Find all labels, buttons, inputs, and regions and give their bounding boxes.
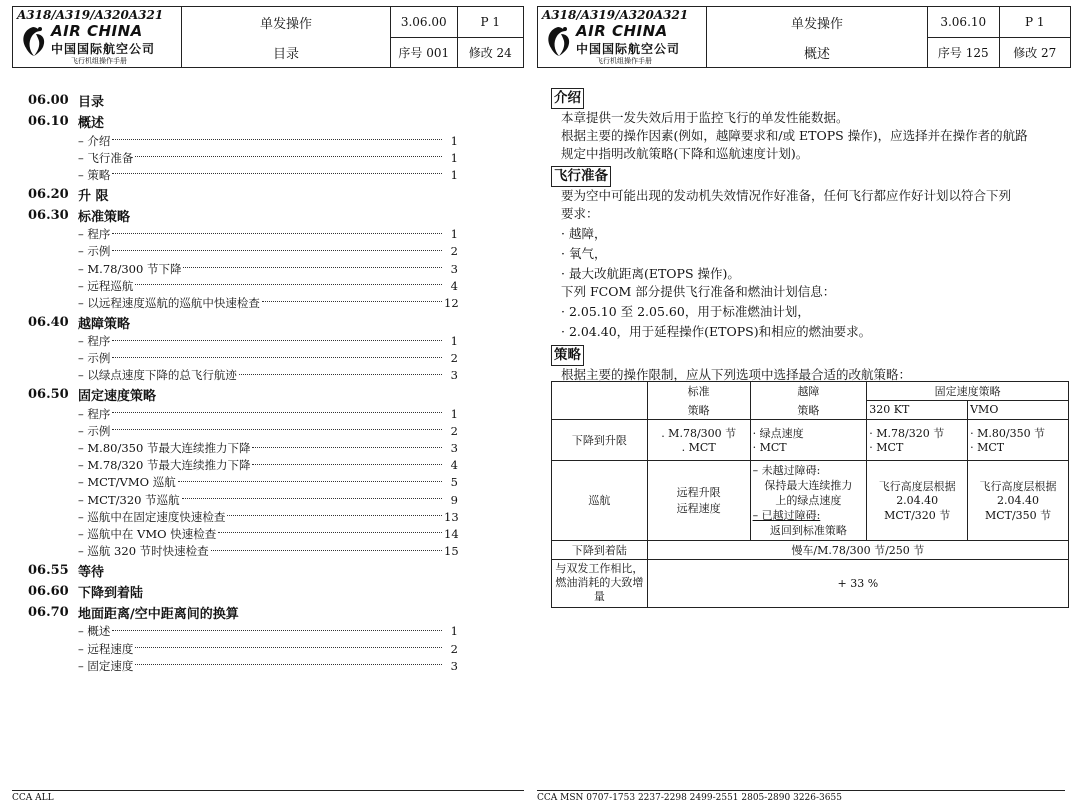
toc-item-label: – M.80/350 节最大连续推力下降 [78, 441, 251, 456]
left-header [12, 6, 524, 68]
toc-item [28, 405, 458, 422]
strategy-heading: 策略 [551, 345, 584, 366]
col-header-320kt: 320 KT [867, 401, 968, 420]
brand-name-cn: 中国国际航空公司 [576, 42, 681, 56]
toc-item-label: – 示例 [78, 351, 111, 366]
toc-item-page: 1 [450, 406, 458, 421]
prep-paragraph-1a: 要为空中可能出现的发动机失效情况作好准备，任何飞行都应作好计划以符合下列 [561, 188, 1012, 203]
brand-name: AIR CHINA [576, 22, 668, 40]
aircraft-models: A318/A319/A320A321 [17, 8, 164, 22]
toc-leader-dots [239, 373, 442, 375]
cell-line: 上的绿点速度 [775, 493, 842, 507]
toc-leader-dots [112, 411, 442, 413]
toc-section-title: 目录 [78, 95, 105, 110]
cell-320-descent [867, 419, 968, 460]
left-page [12, 0, 524, 810]
toc-item [28, 166, 458, 183]
air-china-logo [538, 7, 707, 67]
toc-item-label: – MCT/VMO 巡航 [78, 475, 176, 490]
air-china-logo [13, 7, 182, 67]
revision-number: 修改 24 [468, 45, 512, 60]
toc-item [28, 132, 458, 149]
toc-item-page: 1 [450, 624, 458, 639]
cell-line: 远程升限 [676, 486, 721, 499]
toc-item-page: 3 [450, 441, 458, 456]
toc-item-page: 4 [450, 278, 458, 293]
chapter-title: 单发操作 [790, 16, 843, 32]
cell-line: 量 [593, 590, 605, 603]
prep-bullet-1: · 越障， [561, 226, 607, 241]
phoenix-logo-icon [19, 24, 49, 58]
col-header-fixed-speed: 固定速度策略 [867, 382, 1069, 401]
toc-item [28, 277, 458, 294]
toc-item-label: – 程序 [78, 227, 111, 242]
toc-section [28, 312, 458, 333]
cell-line: – 未越过障碍: [752, 463, 821, 477]
header-ref-block [928, 7, 1070, 67]
toc-item-label: – 远程速度 [78, 641, 134, 656]
toc-item [28, 294, 458, 311]
toc-section-title: 概述 [78, 116, 105, 131]
prep-paragraph-1b: 要求： [561, 206, 599, 221]
toc-item-page: 1 [450, 133, 458, 148]
cell-line: 远程速度 [676, 502, 721, 515]
cell-line: . M.78/300 节 [661, 427, 737, 440]
toc-item [28, 474, 458, 491]
cell-line: 保持最大连续推力 [764, 478, 853, 492]
toc-leader-dots [112, 138, 442, 140]
toc-item-label: – 介绍 [78, 133, 111, 148]
toc-item-page: 2 [450, 244, 458, 259]
row-label-descent-ceiling: 下降到升限 [552, 419, 648, 460]
toc-leader-dots [112, 339, 442, 341]
toc-item-label: – 程序 [78, 406, 111, 421]
cell-line: MCT/320 节 [884, 508, 951, 522]
toc-item-label: – 巡航 320 节时快速检查 [78, 544, 209, 559]
cell-line: – 已越过障碍: [752, 508, 821, 522]
toc-item-page: 3 [450, 368, 458, 383]
brand-name-cn: 中国国际航空公司 [51, 42, 156, 56]
prep-heading: 飞行准备 [551, 166, 611, 187]
toc-section-number: 06.10 [28, 114, 69, 129]
cell-line: · MCT [869, 441, 904, 454]
toc-section-number: 06.70 [28, 604, 69, 620]
toc-item-page: 3 [450, 261, 458, 276]
section-title: 目录 [272, 46, 299, 62]
prep-bullet-4: · 2.05.10 至 2.05.60，用于标准燃油计划， [561, 304, 810, 319]
toc-section-number: 06.30 [28, 207, 69, 223]
toc-item-page: 15 [444, 544, 459, 559]
cell-line: 飞行高度层根据 [979, 479, 1057, 493]
cell-fuel-increase: + 33 % [647, 559, 1068, 607]
toc-item-page: 5 [450, 475, 458, 490]
toc-item-label: – 概述 [78, 624, 111, 639]
col-header-vmo: VMO [968, 401, 1069, 420]
toc-item-label: – 程序 [78, 334, 111, 349]
cell-320-cruise [867, 460, 968, 540]
prep-bullet-3: · 最大改航距离(ETOPS 操作)。 [561, 266, 740, 281]
toc-section [28, 581, 458, 602]
cell-vmo-descent [968, 419, 1069, 460]
cell-line: 2.04.40 [896, 493, 939, 507]
section-title: 概述 [803, 46, 830, 62]
toc-leader-dots [178, 480, 442, 482]
toc-item [28, 350, 458, 367]
toc-item-page: 2 [450, 641, 458, 656]
toc-section-title: 等待 [78, 564, 105, 580]
chapter-title: 单发操作 [259, 16, 312, 32]
col-header-obstacle-2: 策略 [750, 401, 867, 420]
toc-leader-dots [227, 514, 442, 516]
toc-leader-dots [112, 172, 442, 174]
brand-name: AIR CHINA [51, 22, 143, 40]
toc-item-label: – 巡航中在固定速度快速检查 [78, 509, 226, 524]
manual-name: 飞行机组操作手册 [71, 57, 127, 65]
prep-bullet-5: · 2.04.40，用于延程操作(ETOPS)和相应的燃油要求。 [561, 324, 872, 339]
toc-item-label: – M.78/300 节下降 [78, 261, 182, 276]
toc-leader-dots [211, 549, 442, 551]
toc-section-title: 升 限 [78, 188, 109, 204]
right-header [537, 6, 1071, 68]
prep-paragraph-2: 下列 FCOM 部分提供飞行准备和燃油计划信息： [561, 284, 836, 299]
toc-item-page: 2 [450, 423, 458, 438]
header-ref-block [391, 7, 523, 67]
toc-leader-dots [218, 531, 442, 533]
cell-line: · MCT [752, 441, 787, 454]
toc-section-number: 06.50 [28, 387, 69, 403]
cell-descent-landing: 慢车/M.78/300 节/250 节 [647, 540, 1068, 559]
toc-item-page: 1 [450, 334, 458, 349]
toc-item [28, 226, 458, 243]
toc-section [28, 90, 458, 111]
toc-item [28, 640, 458, 657]
phoenix-logo-icon [544, 24, 574, 58]
cell-line: 返回到标准策略 [769, 523, 847, 537]
toc-leader-dots [112, 356, 442, 358]
sequence-number: 序号 001 [391, 38, 458, 68]
toc-item-page: 9 [450, 492, 458, 507]
toc-section [28, 111, 458, 132]
toc-item-label: – 远程巡航 [78, 278, 134, 293]
strategy-table [551, 381, 1069, 608]
toc-leader-dots [112, 232, 442, 234]
toc-item-label: – 示例 [78, 423, 111, 438]
toc-section-number: 06.00 [28, 93, 69, 108]
toc-item-label: – MCT/320 节巡航 [78, 492, 180, 507]
table-corner [552, 382, 648, 420]
cell-line: · M.80/350 节 [970, 427, 1046, 440]
toc-item-label: – 飞行准备 [78, 150, 134, 165]
toc-item-page: 12 [444, 295, 459, 310]
row-label-fuel [552, 559, 648, 607]
cell-line: · MCT [970, 441, 1005, 454]
cell-vmo-cruise [968, 460, 1069, 540]
toc-item [28, 367, 458, 384]
page-number: P 1 [1024, 14, 1045, 29]
toc-section [28, 384, 458, 405]
cell-line: MCT/350 节 [984, 508, 1052, 522]
toc-leader-dots [262, 300, 442, 302]
toc-item [28, 243, 458, 260]
toc-item-page: 13 [444, 509, 459, 524]
section-number: 3.06.00 [391, 7, 458, 37]
toc-section [28, 184, 458, 205]
toc-leader-dots [183, 266, 442, 268]
toc-section-number: 06.40 [28, 314, 69, 330]
toc-item-page: 14 [444, 526, 459, 541]
col-header-standard: 标准 [647, 382, 750, 401]
cell-obs-cruise [750, 460, 867, 540]
table-of-contents [28, 90, 458, 674]
toc-item-label: – 示例 [78, 244, 111, 259]
toc-leader-dots [135, 646, 442, 648]
prep-bullet-2: · 氧气， [561, 246, 607, 261]
toc-section-title: 地面距离/空中距离间的换算 [78, 606, 239, 622]
section-number: 3.06.10 [928, 7, 1000, 37]
col-header-standard-2: 策略 [647, 401, 750, 420]
toc-item-page: 3 [450, 658, 458, 673]
intro-paragraph-1: 本章提供一发失效后用于监控飞行的单发性能数据。 [561, 110, 849, 125]
left-footer: CCA ALL [12, 790, 524, 803]
intro-paragraph-2b: 规定中指明改航策略(下降和巡航速度计划)。 [561, 146, 809, 161]
toc-item [28, 333, 458, 350]
toc-item [28, 508, 458, 525]
cell-line: . MCT [681, 441, 716, 454]
toc-section-title: 越障策略 [78, 316, 131, 332]
toc-item [28, 149, 458, 166]
toc-section [28, 560, 458, 581]
manual-name: 飞行机组操作手册 [596, 57, 652, 65]
toc-section-number: 06.60 [28, 583, 69, 599]
toc-item [28, 525, 458, 542]
cell-line: 燃油消耗的大致增 [555, 576, 644, 589]
toc-item-page: 1 [450, 227, 458, 242]
toc-leader-dots [112, 428, 442, 430]
toc-item [28, 457, 458, 474]
cell-obs-descent [750, 419, 867, 460]
toc-item [28, 491, 458, 508]
toc-item-label: – M.78/320 节最大连续推力下降 [78, 458, 251, 473]
cell-line: 飞行高度层根据 [878, 479, 956, 493]
col-header-obstacle: 越障 [750, 382, 867, 401]
revision-number: 修改 27 [1013, 45, 1057, 60]
toc-item [28, 422, 458, 439]
toc-item [28, 543, 458, 560]
strategy-paragraph: 根据主要的操作限制，应从下列选项中选择最合适的改航策略： [561, 367, 912, 382]
overview-content [551, 88, 1071, 384]
aircraft-models: A318/A319/A320A321 [542, 8, 689, 22]
toc-item [28, 439, 458, 456]
toc-section [28, 602, 458, 623]
intro-heading: 介绍 [551, 88, 584, 109]
toc-item-label: – 以远程速度巡航的巡航中快速检查 [78, 295, 260, 310]
toc-leader-dots [135, 155, 442, 157]
toc-item-label: – 固定速度 [78, 658, 134, 673]
toc-item [28, 260, 458, 277]
cell-line: · 绿点速度 [752, 427, 804, 440]
sequence-number: 序号 125 [928, 38, 1000, 68]
intro-paragraph-2a: 根据主要的操作因素(例如，越障要求和/或 ETOPS 操作)，应选择并在操作者的航路 [561, 128, 1028, 143]
row-label-cruise: 巡航 [552, 460, 648, 540]
cell-std-cruise [647, 460, 750, 540]
page-number: P 1 [480, 14, 501, 29]
header-title-block [182, 7, 391, 67]
toc-section-number: 06.55 [28, 562, 69, 578]
right-footer: CCA MSN 0707-1753 2237-2298 2499-2551 2805-2890 3226-3655 [537, 790, 1065, 803]
toc-leader-dots [112, 629, 442, 631]
cell-line: 与双发工作相比， [555, 562, 644, 575]
toc-item [28, 623, 458, 640]
toc-section-title: 固定速度策略 [78, 389, 157, 405]
cell-line: 2.04.40 [997, 493, 1040, 507]
toc-section-title: 下降到着陆 [78, 585, 144, 601]
toc-item-page: 1 [450, 167, 458, 182]
header-title-block [707, 7, 928, 67]
toc-item-label: – 巡航中在 VMO 快速检查 [78, 526, 217, 541]
toc-item-page: 1 [450, 150, 458, 165]
toc-leader-dots [182, 497, 442, 499]
toc-leader-dots [252, 463, 442, 465]
toc-section-number: 06.20 [28, 186, 69, 202]
toc-item-label: – 策略 [78, 167, 111, 182]
toc-leader-dots [135, 283, 442, 285]
cell-std-descent [647, 419, 750, 460]
toc-section-title: 标准策略 [78, 209, 131, 225]
toc-item-page: 2 [450, 351, 458, 366]
toc-leader-dots [112, 249, 442, 251]
toc-leader-dots [252, 446, 442, 448]
toc-item-label: – 以绿点速度下降的总飞行航迹 [78, 368, 237, 383]
toc-section [28, 205, 458, 226]
row-label-descent-landing: 下降到着陆 [552, 540, 648, 559]
right-page [537, 0, 1071, 810]
toc-item [28, 657, 458, 674]
toc-leader-dots [135, 663, 442, 665]
toc-item-page: 4 [450, 458, 458, 473]
cell-line: · M.78/320 节 [869, 427, 945, 440]
